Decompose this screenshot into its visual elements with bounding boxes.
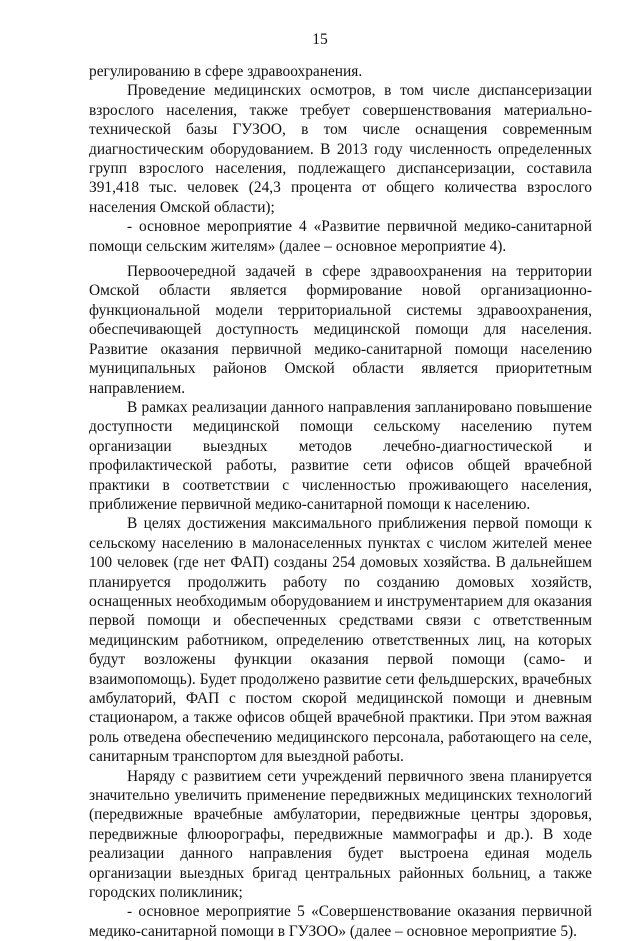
paragraph-main-activity-5: - основное мероприятие 5 «Совершенствование оказания первичной медико-санитарной помощи в ГУЗОО» (далее – основное мероприятие 5). [89, 903, 592, 940]
paragraph-mobile-technologies: Наряду с развитием сети учреждений первичного звена планируется значительно увеличить применение передвижных медицинских технологий (передвижные врачебные амбулатории, передвижные центры здоровья, передвижные флюорографы, передвижные маммографы и др.). В ходе реализации данного направления будет выстроена единая модель организации выездных бригад центральных районных больниц, а также городских поликлиник; [89, 767, 592, 902]
paragraph-direction-plans: В рамках реализации данного направления запланировано повышение доступности медицинской помощи сельскому населению путем организации выездных методов лечебно-диагностической и профилактической работы, развитие сети офисов общей врачебной практики в соответствии с численностью проживающего населения, приближение первичной медико-санитарной помощи к населению. [89, 398, 592, 513]
paragraph-priority-task: Первоочередной задачей в сфере здравоохранения на территории Омской области является формирование новой организационно-функциональной модели территориальной системы здравоохранения, обеспечивающей доступность медицинской помощи для населения. Развитие оказания первичной медико-санитарной помощи населению муниципальных районов Омской области является приоритетным направлением. [89, 263, 592, 397]
paragraph-continuation: регулированию в сфере здравоохранения. [89, 63, 363, 80]
paragraph-first-aid-households: В целях достижения максимального приближения первой помощи к сельскому населению в малонаселенных пунктах с числом жителей менее 100 человек (где нет ФАП) созданы 254 домовых хозяйства. В дальнейшем планируется продолжить работу по созданию домовых хозяйств, оснащенных необходимым оборудованием и инструментарием для оказания первой помощи и обеспеченных средствами связи с ответственным медицинским работником, определению ответственных лиц, на которых будут возложены функции оказания первой помощи (само- и взаимопомощь). Будет продолжено развитие сети фельдшерских, врачебных амбулаторий, ФАП с постом скорой медицинской помощи и дневным стационаром, а также офисов общей врачебной практики. При этом важная роль отведена обеспечению медицинского персонала, работающего на селе, санитарным транспортом для выездной работы. [89, 515, 592, 766]
body-text [89, 62, 592, 941]
paragraph-main-activity-4: - основное мероприятие 4 «Развитие первичной медико-санитарной помощи сельским жителям» (далее – основное мероприятие 4). [89, 218, 592, 255]
page-number: 15 [312, 31, 328, 48]
paragraph-medical-examinations: Проведение медицинских осмотров, в том числе диспансеризации взрослого населения, также требует совершенствования материально-технической базы ГУЗОО, в том числе оснащения современным диагностическим оборудованием. В 2013 году численность определенных групп взрослого населения, подлежащего диспансеризации, составила 391,418 тыс. человек (24,3 процента от общего количества взрослого населения Омской области); [89, 82, 592, 216]
